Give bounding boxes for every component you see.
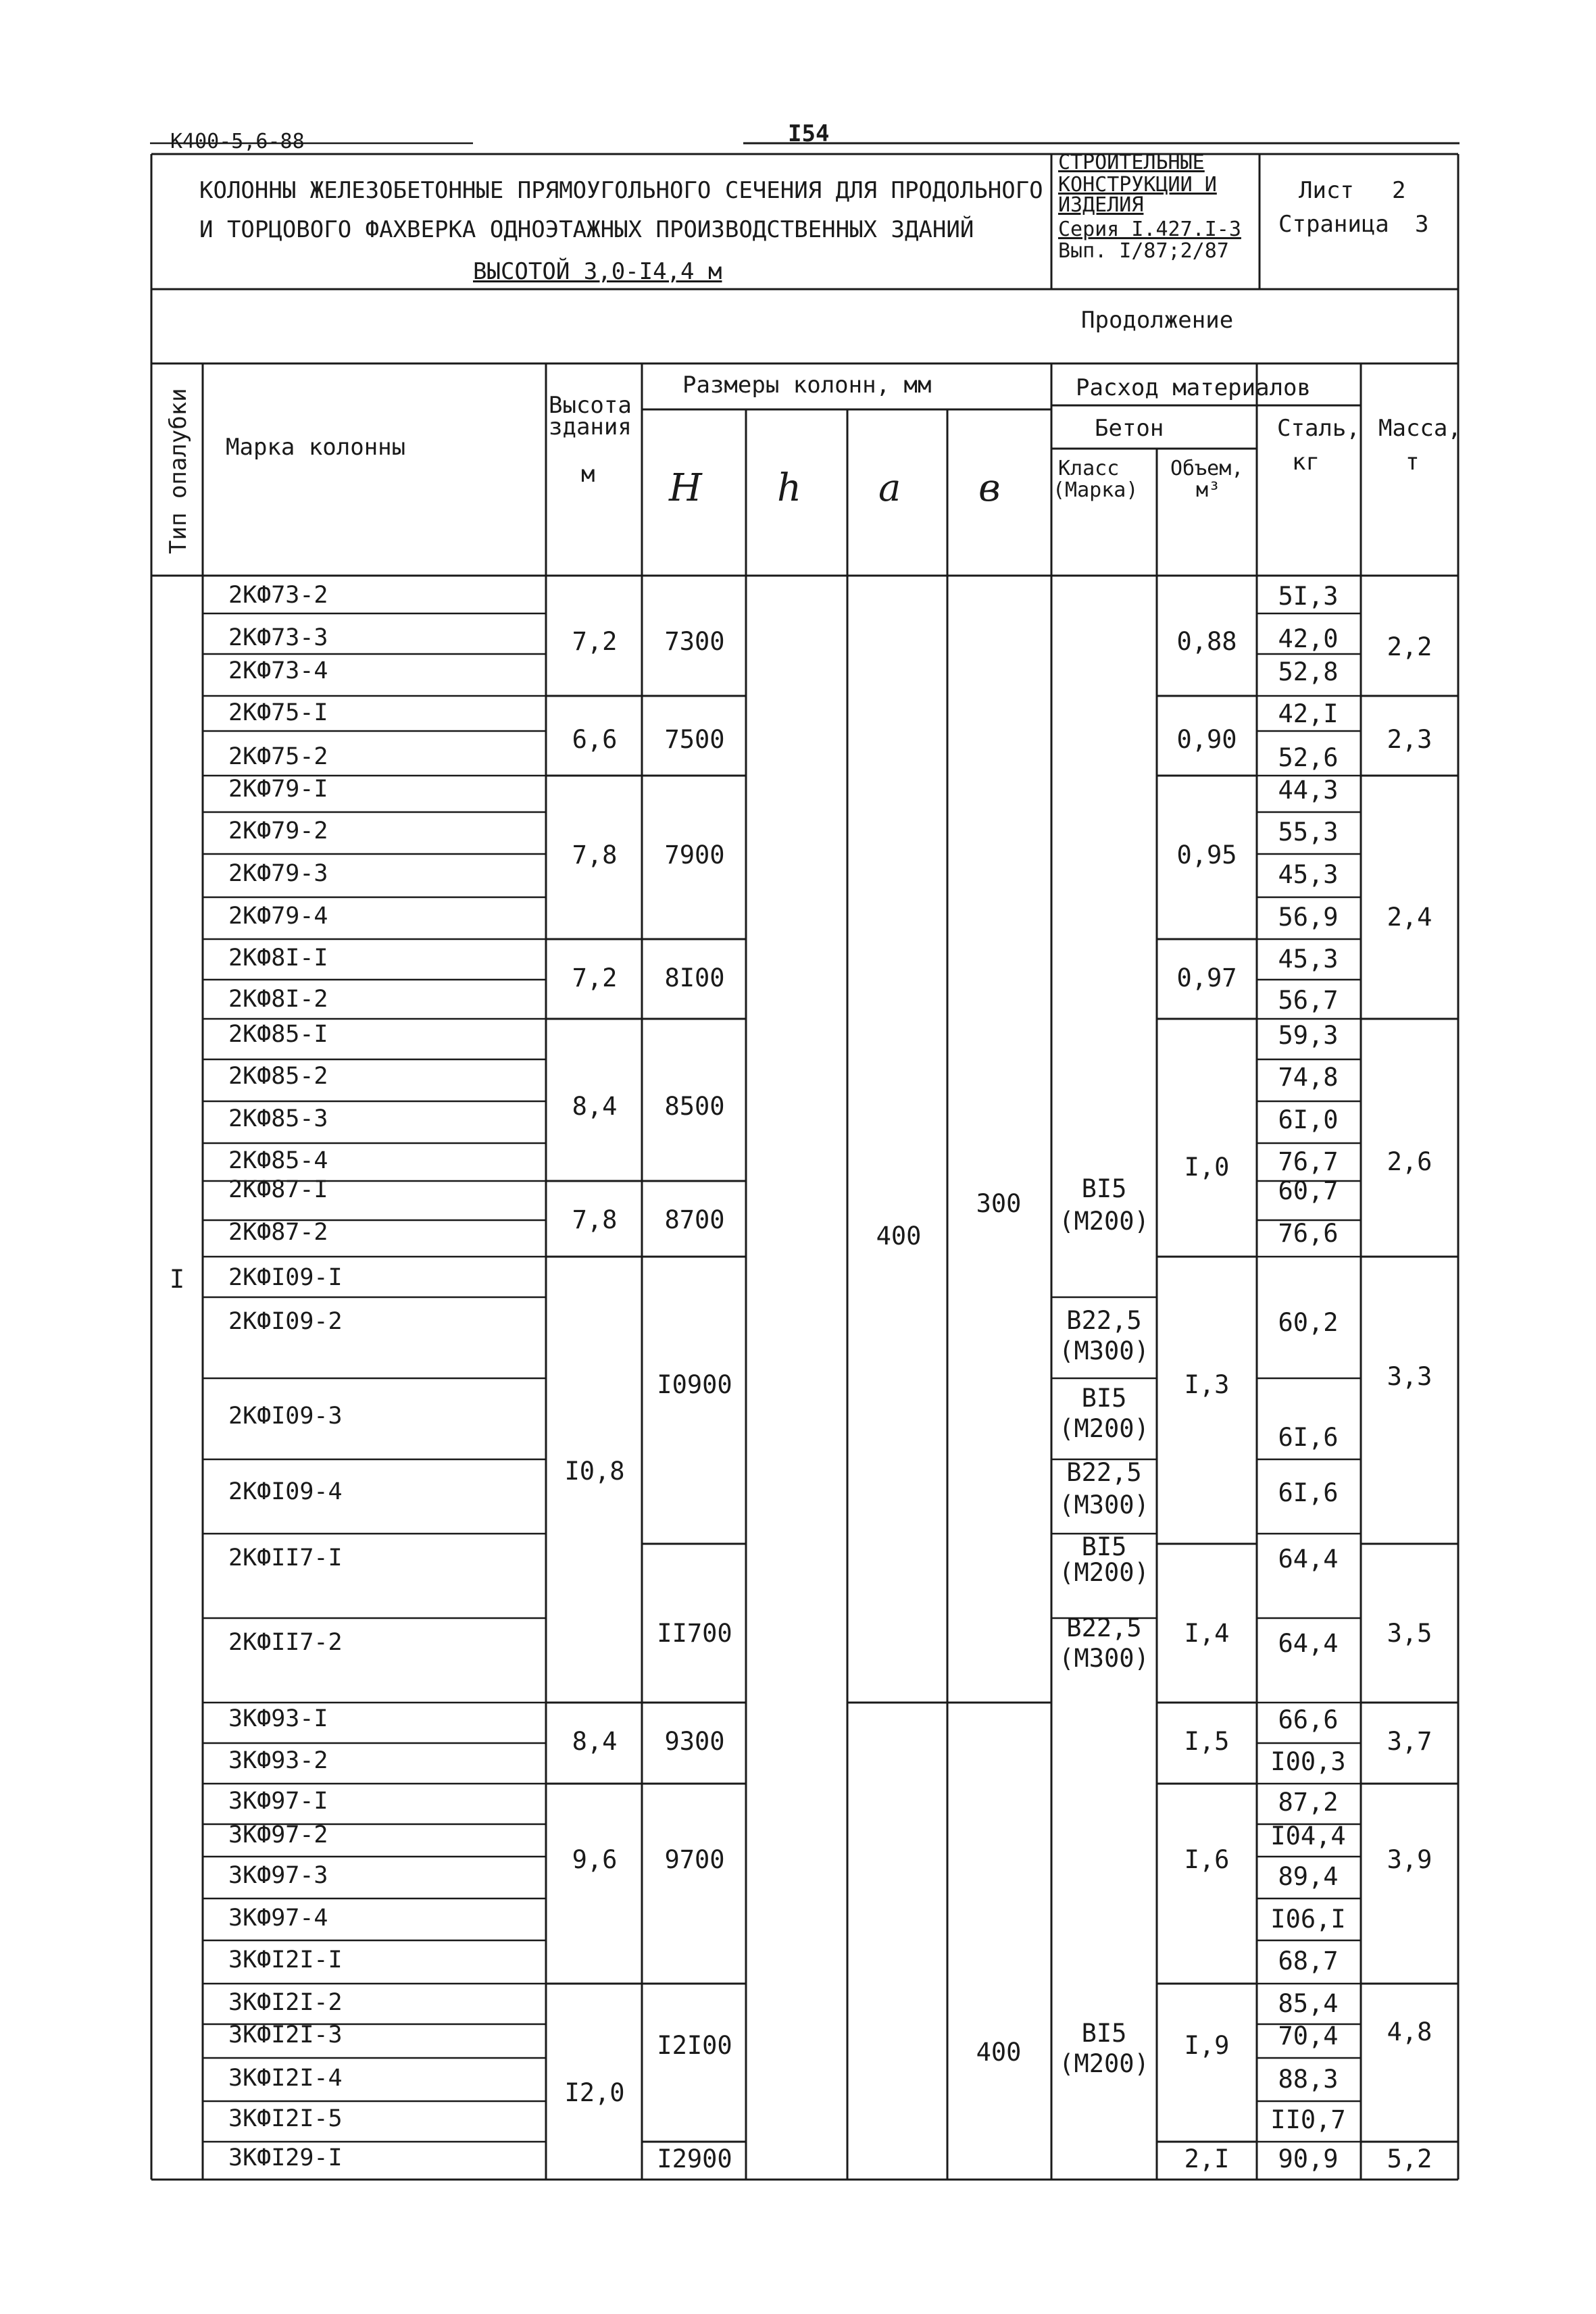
steel-consumption: I00,3 bbox=[1270, 1747, 1346, 1776]
issue-number: Вып. I/87;2/87 bbox=[1058, 239, 1229, 263]
column-length-H: 7300 bbox=[664, 627, 725, 656]
steel-consumption: 56,7 bbox=[1278, 986, 1339, 1015]
series-block-2: КОНСТРУКЦИИ И bbox=[1058, 173, 1217, 197]
column-mark: 2КФ73-4 bbox=[228, 657, 328, 684]
column-mark: 2КФ8I-I bbox=[228, 945, 328, 972]
column-mark: 3КФ93-2 bbox=[228, 1747, 328, 1774]
column-mark: 2КФ79-2 bbox=[228, 818, 328, 845]
column-mark: 2КФ8I-2 bbox=[228, 986, 328, 1013]
header-dims: Размеры колонн, мм bbox=[682, 372, 932, 399]
concrete-volume: 0,90 bbox=[1176, 725, 1237, 754]
steel-consumption: 76,7 bbox=[1278, 1147, 1339, 1176]
column-mark: 2КФ87-I bbox=[228, 1176, 328, 1203]
header-klass-1: Класс bbox=[1058, 457, 1120, 480]
column-length-H: I2I00 bbox=[657, 2031, 732, 2060]
steel-consumption: 88,3 bbox=[1278, 2065, 1339, 2094]
steel-consumption: 5I,3 bbox=[1278, 582, 1339, 611]
concrete-volume: I,3 bbox=[1184, 1370, 1230, 1399]
column-width-a: 400 bbox=[876, 1222, 922, 1251]
column-length-H: 8I00 bbox=[664, 963, 725, 992]
column-mark: 2КФ79-I bbox=[228, 776, 328, 803]
column-length-H: I2900 bbox=[657, 2144, 732, 2173]
column-mark: 3КФ97-4 bbox=[228, 1905, 328, 1932]
column-mark: 2КФ79-3 bbox=[228, 860, 328, 887]
column-length-H: 7500 bbox=[664, 725, 725, 754]
continuation-label: Продолжение bbox=[1081, 307, 1234, 334]
header-volume-1: Объем, bbox=[1170, 457, 1244, 480]
steel-consumption: 6I,0 bbox=[1278, 1105, 1339, 1134]
concrete-class: BI5 bbox=[1081, 1174, 1127, 1203]
column-mark: 2КФ75-2 bbox=[228, 743, 328, 770]
sheet-label: Лист bbox=[1299, 177, 1354, 204]
column-mark: 3КФI2I-4 bbox=[228, 2065, 343, 2092]
header-height-1: Высота bbox=[549, 392, 632, 419]
column-mark: 3КФI2I-3 bbox=[228, 2021, 343, 2048]
header-steel-1: Сталь, bbox=[1277, 415, 1360, 442]
steel-consumption: 6I,6 bbox=[1278, 1478, 1339, 1507]
steel-consumption: I04,4 bbox=[1270, 1821, 1346, 1851]
building-height: 8,4 bbox=[572, 1727, 618, 1756]
steel-consumption: 44,3 bbox=[1278, 776, 1339, 805]
document-code: К400-5,6-88 bbox=[170, 130, 305, 153]
column-mark: 3КФI2I-I bbox=[228, 1946, 343, 1973]
header-volume-2: м³ bbox=[1196, 478, 1221, 502]
column-length-H: I0900 bbox=[657, 1370, 732, 1399]
column-length-H: 8500 bbox=[664, 1092, 725, 1121]
column-length-H: 9700 bbox=[664, 1845, 725, 1874]
building-height: I0,8 bbox=[564, 1457, 625, 1486]
concrete-class: BI5 bbox=[1081, 1532, 1127, 1561]
column-mark: 2КФ73-3 bbox=[228, 624, 328, 651]
concrete-class: (М200) bbox=[1059, 1414, 1149, 1443]
formwork-type: I bbox=[169, 1265, 185, 1294]
steel-consumption: 85,4 bbox=[1278, 1989, 1339, 2018]
steel-consumption: 64,4 bbox=[1278, 1544, 1339, 1574]
concrete-volume: I,6 bbox=[1184, 1845, 1230, 1874]
steel-consumption: 60,7 bbox=[1278, 1176, 1339, 1205]
column-mark: 3КФI29-I bbox=[228, 2144, 343, 2171]
concrete-class: (М300) bbox=[1059, 1336, 1149, 1365]
title-line-2: И ТОРЦОВОГО ФАХВЕРКА ОДНОЭТАЖНЫХ ПРОИЗВОДСТВЕННЫХ ЗДАНИЙ bbox=[199, 216, 974, 243]
header-mark: Марка колонны bbox=[226, 434, 406, 461]
title-line-3: ВЫСОТОЙ 3,0-I4,4 м bbox=[473, 258, 722, 285]
column-mass: 3,9 bbox=[1387, 1845, 1432, 1874]
steel-consumption: 64,4 bbox=[1278, 1629, 1339, 1658]
column-mark: 3КФ97-3 bbox=[228, 1862, 328, 1889]
building-height: 7,8 bbox=[572, 840, 618, 870]
page-label: Страница bbox=[1278, 211, 1389, 238]
concrete-volume: 2,I bbox=[1184, 2144, 1230, 2173]
page-value: 3 bbox=[1415, 211, 1429, 238]
column-mark: 2КФ85-3 bbox=[228, 1105, 328, 1132]
steel-consumption: 45,3 bbox=[1278, 860, 1339, 889]
header-materials: Расход материалов bbox=[1076, 374, 1311, 401]
column-mark: 2КФII7-2 bbox=[228, 1629, 343, 1656]
steel-consumption: 70,4 bbox=[1278, 2021, 1339, 2051]
column-mark: 2КФI09-3 bbox=[228, 1403, 343, 1430]
header-height-3: м bbox=[581, 461, 595, 488]
column-mark: 2КФI09-4 bbox=[228, 1478, 343, 1505]
building-height: 6,6 bbox=[572, 725, 618, 754]
concrete-class: B22,5 bbox=[1066, 1458, 1142, 1487]
steel-consumption: 74,8 bbox=[1278, 1063, 1339, 1092]
column-mark: 2КФ85-4 bbox=[228, 1147, 328, 1174]
concrete-volume: I,4 bbox=[1184, 1619, 1230, 1648]
steel-consumption: I06,I bbox=[1270, 1905, 1346, 1934]
column-mark: 3КФ97-I bbox=[228, 1788, 328, 1815]
building-height: 9,6 bbox=[572, 1845, 618, 1874]
concrete-class: BI5 bbox=[1081, 2019, 1127, 2048]
series-block-1: СТРОИТЕЛЬНЫЕ bbox=[1058, 151, 1205, 174]
steel-consumption: 87,2 bbox=[1278, 1788, 1339, 1817]
concrete-class: B22,5 bbox=[1066, 1306, 1142, 1335]
column-mark: 2КФ85-I bbox=[228, 1021, 328, 1048]
column-mark: 3КФI2I-5 bbox=[228, 2105, 343, 2132]
column-mass: 5,2 bbox=[1387, 2144, 1432, 2173]
concrete-volume: 0,97 bbox=[1176, 963, 1237, 992]
concrete-volume: I,0 bbox=[1184, 1153, 1230, 1182]
steel-consumption: 60,2 bbox=[1278, 1308, 1339, 1337]
column-mass: 4,8 bbox=[1387, 2017, 1432, 2046]
concrete-class: (М200) bbox=[1059, 1207, 1149, 1236]
column-mark: 3КФI2I-2 bbox=[228, 1989, 343, 2016]
steel-consumption: 56,9 bbox=[1278, 903, 1339, 932]
steel-consumption: 90,9 bbox=[1278, 2144, 1339, 2173]
column-depth-b: 300 bbox=[976, 1189, 1022, 1218]
steel-consumption: 52,8 bbox=[1278, 657, 1339, 686]
column-mark: 3КФ93-I bbox=[228, 1705, 328, 1732]
concrete-volume: I,9 bbox=[1184, 2031, 1230, 2060]
steel-consumption: 76,6 bbox=[1278, 1219, 1339, 1248]
series-number: Серия I.427.I-3 bbox=[1058, 218, 1241, 241]
header-dim-H: H bbox=[669, 466, 702, 510]
header-steel-2: кг bbox=[1292, 449, 1320, 476]
building-height: 7,2 bbox=[572, 963, 618, 992]
header-mass-2: т bbox=[1405, 449, 1420, 476]
header-concrete: Бетон bbox=[1095, 415, 1164, 442]
page-number: I54 bbox=[788, 120, 830, 147]
steel-consumption: 66,6 bbox=[1278, 1705, 1339, 1734]
column-mark: 2КФ73-2 bbox=[228, 582, 328, 609]
steel-consumption: 52,6 bbox=[1278, 743, 1339, 772]
column-mark: 2КФII7-I bbox=[228, 1544, 343, 1571]
sheet-value: 2 bbox=[1392, 177, 1406, 204]
concrete-volume: I,5 bbox=[1184, 1727, 1230, 1756]
building-height: 7,8 bbox=[572, 1205, 618, 1234]
concrete-class: (М300) bbox=[1059, 1490, 1149, 1519]
column-mark: 3КФ97-2 bbox=[228, 1821, 328, 1848]
column-mark: 2КФI09-I bbox=[228, 1264, 343, 1291]
concrete-volume: 0,95 bbox=[1176, 840, 1237, 870]
concrete-class: BI5 bbox=[1081, 1384, 1127, 1413]
column-mass: 3,5 bbox=[1387, 1619, 1432, 1648]
concrete-class: (М200) bbox=[1059, 1558, 1149, 1587]
column-mark: 2КФI09-2 bbox=[228, 1308, 343, 1335]
column-mass: 3,7 bbox=[1387, 1727, 1432, 1756]
series-block-3: ИЗДЕЛИЯ bbox=[1058, 193, 1144, 217]
column-mark: 2КФ85-2 bbox=[228, 1063, 328, 1090]
steel-consumption: 59,3 bbox=[1278, 1021, 1339, 1050]
concrete-class: (М300) bbox=[1059, 1644, 1149, 1673]
steel-consumption: 42,I bbox=[1278, 699, 1339, 728]
concrete-volume: 0,88 bbox=[1176, 627, 1237, 656]
header-type: Тип опалубки bbox=[165, 388, 192, 554]
column-mass: 2,3 bbox=[1387, 725, 1432, 754]
column-mark: 2КФ75-I bbox=[228, 699, 328, 726]
steel-consumption: 68,7 bbox=[1278, 1946, 1339, 1976]
column-mark: 2КФ87-2 bbox=[228, 1219, 328, 1246]
header-dim-b: в bbox=[978, 466, 1001, 510]
concrete-class: (М200) bbox=[1059, 2049, 1149, 2078]
column-mass: 2,4 bbox=[1387, 903, 1432, 932]
steel-consumption: 89,4 bbox=[1278, 1862, 1339, 1891]
column-mass: 3,3 bbox=[1387, 1362, 1432, 1391]
header-dim-h: h bbox=[777, 466, 802, 510]
column-length-H: II700 bbox=[657, 1619, 732, 1648]
steel-consumption: 6I,6 bbox=[1278, 1423, 1339, 1452]
building-height: 7,2 bbox=[572, 627, 618, 656]
concrete-class: B22,5 bbox=[1066, 1613, 1142, 1642]
building-height: 8,4 bbox=[572, 1092, 618, 1121]
header-height-2: здания bbox=[549, 413, 632, 441]
steel-consumption: 42,0 bbox=[1278, 624, 1339, 653]
column-length-H: 9300 bbox=[664, 1727, 725, 1756]
steel-consumption: 55,3 bbox=[1278, 818, 1339, 847]
building-height: I2,0 bbox=[564, 2078, 625, 2107]
column-mass: 2,6 bbox=[1387, 1147, 1432, 1176]
steel-consumption: 45,3 bbox=[1278, 945, 1339, 974]
title-line-1: КОЛОННЫ ЖЕЛЕЗОБЕТОННЫЕ ПРЯМОУГОЛЬНОГО СЕЧЕНИЯ ДЛЯ ПРОДОЛЬНОГО bbox=[199, 177, 1043, 204]
header-dim-a: a bbox=[878, 466, 901, 510]
header-mass-1: Масса, bbox=[1378, 415, 1462, 442]
steel-consumption: II0,7 bbox=[1270, 2105, 1346, 2134]
column-length-H: 8700 bbox=[664, 1205, 725, 1234]
header-klass-2: (Марка) bbox=[1053, 478, 1139, 502]
column-depth-b: 400 bbox=[976, 2038, 1022, 2067]
column-mass: 2,2 bbox=[1387, 632, 1432, 661]
column-length-H: 7900 bbox=[664, 840, 725, 870]
column-mark: 2КФ79-4 bbox=[228, 903, 328, 930]
